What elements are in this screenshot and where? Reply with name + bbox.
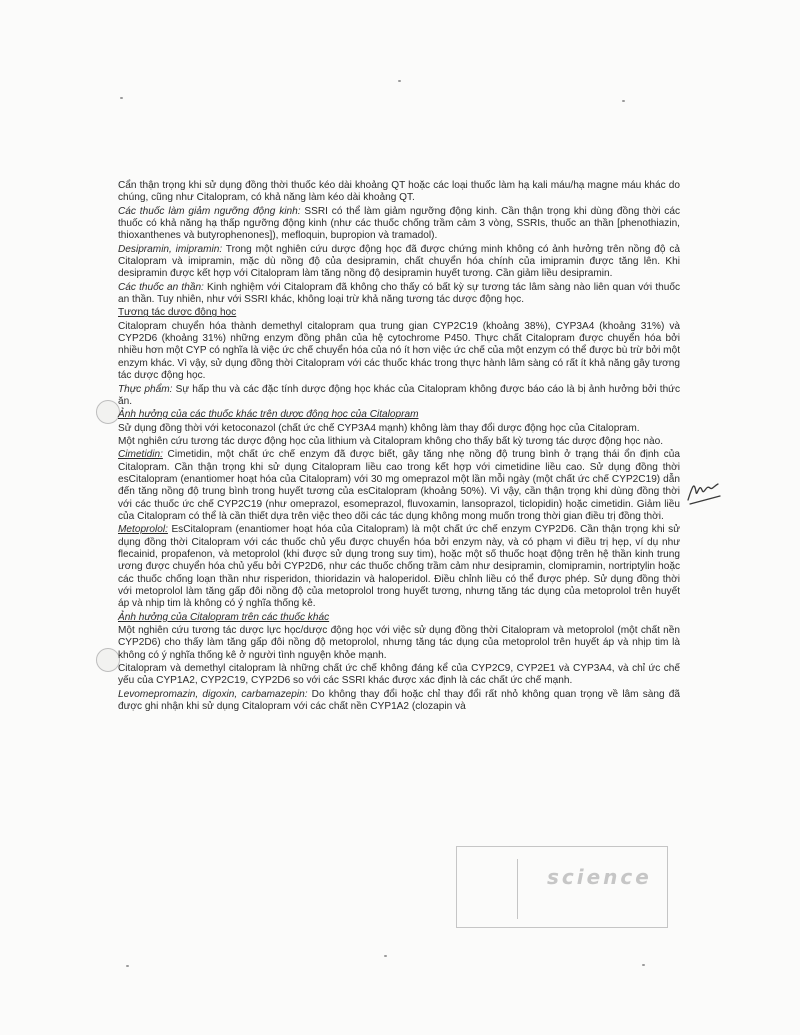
paragraph-ketoconazol: Sử dụng đồng thời với ketoconazol (chất ức chế CYP3A4 mạnh) không làm thay đổi dược động học của Citalopram. (118, 422, 640, 434)
scan-speck (126, 965, 129, 967)
scan-speck (384, 955, 387, 957)
scan-speck (642, 964, 645, 966)
paragraph-lithium: Một nghiên cứu tương tác dược động học của lithium và Citalopram không cho thấy bất kỳ tương tác dược động học nào. (118, 435, 664, 447)
paragraph-desipramin: Desipramin, imipramin: Trong một nghiên cứu dược động học đã được chứng minh không có ảnh hưởng trên nồng độ cả Citalopram và imipramin, mặc dù nồng độ của desipramin, chất chuyển hóa chính của imipramin được tăng lên. Khi desipramin được kết hợp với Citalopram làm tăng nồng độ desipramin huyết tương. Cần giảm liều desipramin. (118, 243, 680, 280)
punch-hole-bottom (96, 648, 120, 672)
heading-effects-on-other-drugs: Ảnh hưởng của Citalopram trên các thuốc khác (118, 611, 330, 623)
stamp-text: science (547, 865, 652, 889)
paragraph-seizure: Các thuốc làm giảm ngưỡng động kinh: SSRI có thể làm giảm ngưỡng động kinh. Cần thận trọng khi dùng đồng thời các thuốc có khả năng hạ thấp ngưỡng động kinh (như các thuốc chống trầm cảm 3 vòng, SSRIs, thuốc an thần [phenothiazin, thioxanthenes và butyrophenones]), mefloquin, bupropion và tramadol). (118, 205, 680, 242)
paragraph-neuroleptic: Các thuốc an thần: Kinh nghiệm với Citalopram đã không cho thấy có bất kỳ sự tương tác lâm sàng nào liên quan với thuốc an thần. Tuy nhiên, như với SSRI khác, không loại trừ khả năng tương tác dược động học. (118, 281, 681, 306)
heading-effects-on-citalopram: Ảnh hưởng của các thuốc khác trên dược động học của Citalopram (118, 409, 419, 421)
document-body (118, 180, 680, 714)
paragraph-metoprolol: Metoprolol: EsCitalopram (enantiomer hoạt hóa của Citalopram) là một chất ức chế enzym CYP2D6. Cần thận trọng khi sử dụng đồng thời Citalopram với các thuốc chủ yếu được chuyển hóa bởi enzym này, và có phạm vi điều trị hẹp, ví dụ như flecainid, propafenon, và metoprolol (khi được sử dụng trong suy tim), hoặc một số thuốc hoạt động trên hệ thần kinh trung ương được chuyển hóa chủ yếu bởi CYP2D6, như các thuốc chống trầm cảm như desipramin, clomipramin, nortriptylin hoặc các thuốc chống loạn thần như risperidon, thioridazin và haloperidol. Điều chỉnh liều có thể được phép. Sử dụng đồng thời với metoprolol làm tăng gấp đôi nồng độ của metoprolol trong huyết tương, nhưng tăng tác dụng của metoprolol trên huyết áp và nhịp tim là không có ý nghĩa thống kê. (118, 524, 680, 610)
paragraph-levomepromazin: Levomepromazin, digoxin, carbamazepin: Do không thay đổi hoặc chỉ thay đổi rất nhỏ không quan trọng về lâm sàng đã được ghi nhận khi sử dụng Citalopram với các chất nền CYP1A2 (clozapin và (118, 688, 680, 713)
paragraph-metabolism: Citalopram chuyển hóa thành demethyl citalopram qua trung gian CYP2C19 (khoảng 38%), CYP3A4 (khoảng 31%) và CYP2D6 (khoảng 31%) những enzym đồng phân của hệ cytochrome P450. Thực chất Citalopram được chuyển hóa bởi nhiều hơn một CYP có nghĩa là việc ức chế chuyển hóa của nó ít hơn việc ức chế của một enzym có thể được bù trừ bởi một enzym khác. Vì vậy, sử dụng đồng thời Citalopram với các thuốc khác trong thực hành lâm sàng có rất ít khả năng gây tương tác dược động học. (118, 320, 680, 382)
handwritten-signature-icon (684, 470, 724, 510)
scan-speck (622, 100, 625, 102)
watermark-stamp (456, 846, 668, 928)
heading-pk: Tương tác dược động học (118, 307, 237, 319)
paragraph-cimetidin: Cimetidin: Cimetidin, một chất ức chế enzym đã được biết, gây tăng nhẹ nồng độ trung bình ở trạng thái ổn định của Citalopram. Cần thận trọng khi sử dụng Citalopram liều cao trong kết hợp với cimetidine liều cao. Sử dụng đồng thời esCitalopram (enantiomer hoạt hóa của Citalopram) với 30 mg omeprazol một lần mỗi ngày (một chất ức chế CYP2C19) dẫn đến tăng nồng độ trung bình trong huyết tương của esCitalopram (khoảng 50%). Vì vậy, cần thận trọng khi dùng đồng thời với các thuốc ức chế CYP2C19 (như omeprazol, esomeprazol, fluvoxamin, lansoprazol, ticlopidin) hoặc cimetidin. Giảm liều của Citalopram có thể là cần thiết dựa trên việc theo dõi các tác dụng không mong muốn trong thời gian điều trị đồng thời. (118, 449, 680, 522)
paragraph-food: Thực phẩm: Sự hấp thu và các đặc tính dược động học khác của Citalopram không được báo cáo là bị ảnh hưởng bởi thức ăn. (118, 383, 680, 407)
scan-speck (398, 80, 401, 82)
scan-speck (120, 97, 123, 99)
paragraph-pd-study: Một nghiên cứu tương tác dược lực học/dược động học với việc sử dụng đồng thời Citalopram và metoprolol (một chất nền CYP2D6) cho thấy làm tăng gấp đôi nồng độ metoprolol, nhưng tăng tác dụng của metoprolol trên huyết áp và nhịp tim là không có ý nghĩa thống kê ở người tình nguyện khỏe mạnh. (118, 625, 680, 661)
paragraph-weak-inhibitors: Citalopram và demethyl citalopram là những chất ức chế không đáng kể của CYP2C9, CYP2E1 và CYP3A4, và chỉ ức chế yếu của CYP1A2, CYP2C19, CYP2D6 so với các SSRI khác được xác định là các chất ức chế mạnh. (118, 663, 680, 687)
paragraph-qt: Cẩn thận trọng khi sử dụng đồng thời thuốc kéo dài khoảng QT hoặc các loại thuốc làm hạ kali máu/hạ magne máu khác do chúng, cũng như Citalopram, có khả năng làm kéo dài khoảng QT. (118, 180, 680, 204)
punch-hole-top (96, 400, 120, 424)
